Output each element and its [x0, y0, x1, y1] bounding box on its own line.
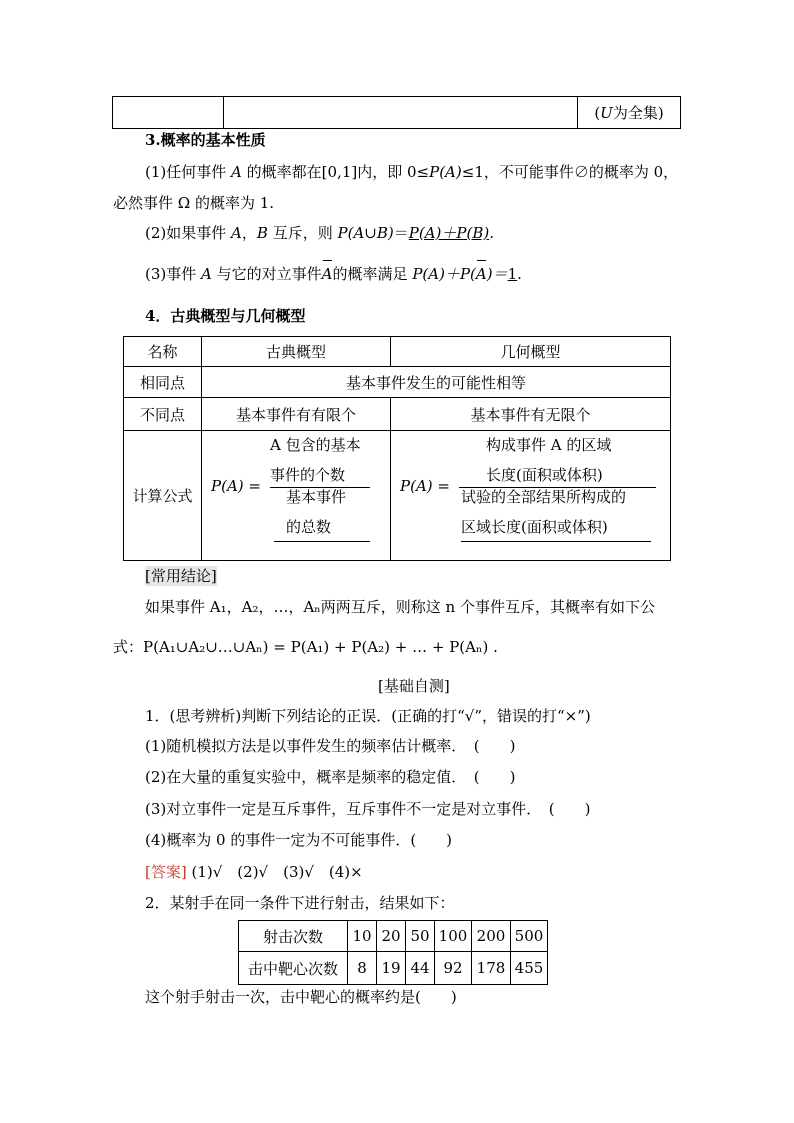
geometric-underline	[461, 541, 651, 542]
row-diff-classical: 基本事件有有限个	[202, 398, 391, 431]
top-table-note: (U为全集)	[594, 104, 664, 122]
row-diff-label: 不同点	[124, 398, 202, 431]
hits-cell: 455	[511, 952, 548, 985]
conclusion-line2: 式：P(A₁∪A₂∪…∪Aₙ) = P(A₁) + P(A₂) + … + P(Aₙ) .	[113, 638, 498, 656]
hits-cell: 178	[472, 952, 511, 985]
hits-cell: 92	[435, 952, 472, 985]
row-same-value: 基本事件发生的可能性相等	[202, 367, 671, 398]
answer-tag: [答案]	[145, 863, 187, 881]
answer-text: (1)√ (2)√ (3)√ (4)×	[186, 863, 363, 881]
shots-cell: 100	[435, 921, 472, 952]
shots-cell: 50	[406, 921, 435, 952]
property-2: (2)如果事件 A，B 互斥，则 P(A∪B)＝P(A)＋P(B).	[145, 224, 494, 242]
classical-formula: P(A) = A 包含的基本 事件的个数 基本事件 的总数	[202, 431, 391, 561]
header-name: 名称	[124, 337, 202, 367]
row-diff-geometric: 基本事件有无限个	[391, 398, 671, 431]
question-1-item: (4)概率为 0 的事件一定为不可能事件．( )	[145, 831, 453, 849]
row-formula-label: 计算公式	[124, 431, 202, 561]
question-2: 2．某射手在同一条件下进行射击，结果如下：	[145, 894, 455, 912]
hits-label: 击中靶心次数	[239, 952, 348, 985]
shots-label: 射击次数	[239, 921, 348, 952]
hits-cell: 8	[348, 952, 377, 985]
question-1: 1．(思考辨析)判断下列结论的正误．(正确的打“√”，错误的打“×”)	[145, 707, 591, 725]
top-table-cell-2	[224, 97, 578, 129]
self-test-heading: [基础自测]	[378, 677, 450, 695]
shots-cell: 200	[472, 921, 511, 952]
property-1-line2: 必然事件 Ω 的概率为 1.	[113, 194, 275, 212]
hits-cell: 44	[406, 952, 435, 985]
property-1-line1: (1)任何事件 A 的概率都在[0,1]内，即 0≤P(A)≤1，不可能事件∅的概率为 0，	[145, 163, 679, 181]
top-table-cell-1	[113, 97, 224, 129]
geometric-formula: P(A) = 构成事件 A 的区域 长度(面积或体积) 试验的全部结果所构成的 区域长度(面积或体积)	[391, 431, 671, 561]
classical-underline	[274, 541, 370, 542]
section4-heading: 4．古典概型与几何概型	[145, 307, 306, 325]
header-classical: 古典概型	[202, 337, 391, 367]
conclusion-line1: 如果事件 A₁，A₂，…，Aₙ两两互斥，则称这 n 个事件互斥，其概率有如下公	[145, 598, 655, 616]
top-table-note-cell	[578, 97, 681, 129]
question-1-item: (3)对立事件一定是互斥事件，互斥事件不一定是对立事件． ( )	[145, 800, 591, 818]
section3-heading: 3.概率的基本性质	[145, 131, 266, 149]
property-3: (3)事件 A 与它的对立事件A的概率满足 P(A)＋P(A)＝1.	[145, 265, 522, 283]
hits-cell: 19	[377, 952, 406, 985]
row-same-label: 相同点	[124, 367, 202, 398]
question-2-prompt: 这个射手射击一次，击中靶心的概率约是( )	[145, 988, 457, 1006]
probability-models-table	[123, 336, 671, 561]
complement-A-2: A	[475, 265, 487, 283]
shots-cell: 20	[377, 921, 406, 952]
header-geometric: 几何概型	[391, 337, 671, 367]
top-table-fragment	[112, 96, 681, 129]
shots-cell: 10	[348, 921, 377, 952]
question-1-item: (2)在大量的重复实验中，概率是频率的稳定值． ( )	[145, 768, 516, 786]
shooting-results-table	[238, 920, 548, 985]
complement-A: A	[321, 265, 333, 283]
shots-cell: 500	[511, 921, 548, 952]
conclusion-tag: [常用结论]	[145, 567, 217, 585]
answer-line	[145, 862, 363, 882]
question-1-item: (1)随机模拟方法是以事件发生的频率估计概率． ( )	[145, 737, 516, 755]
